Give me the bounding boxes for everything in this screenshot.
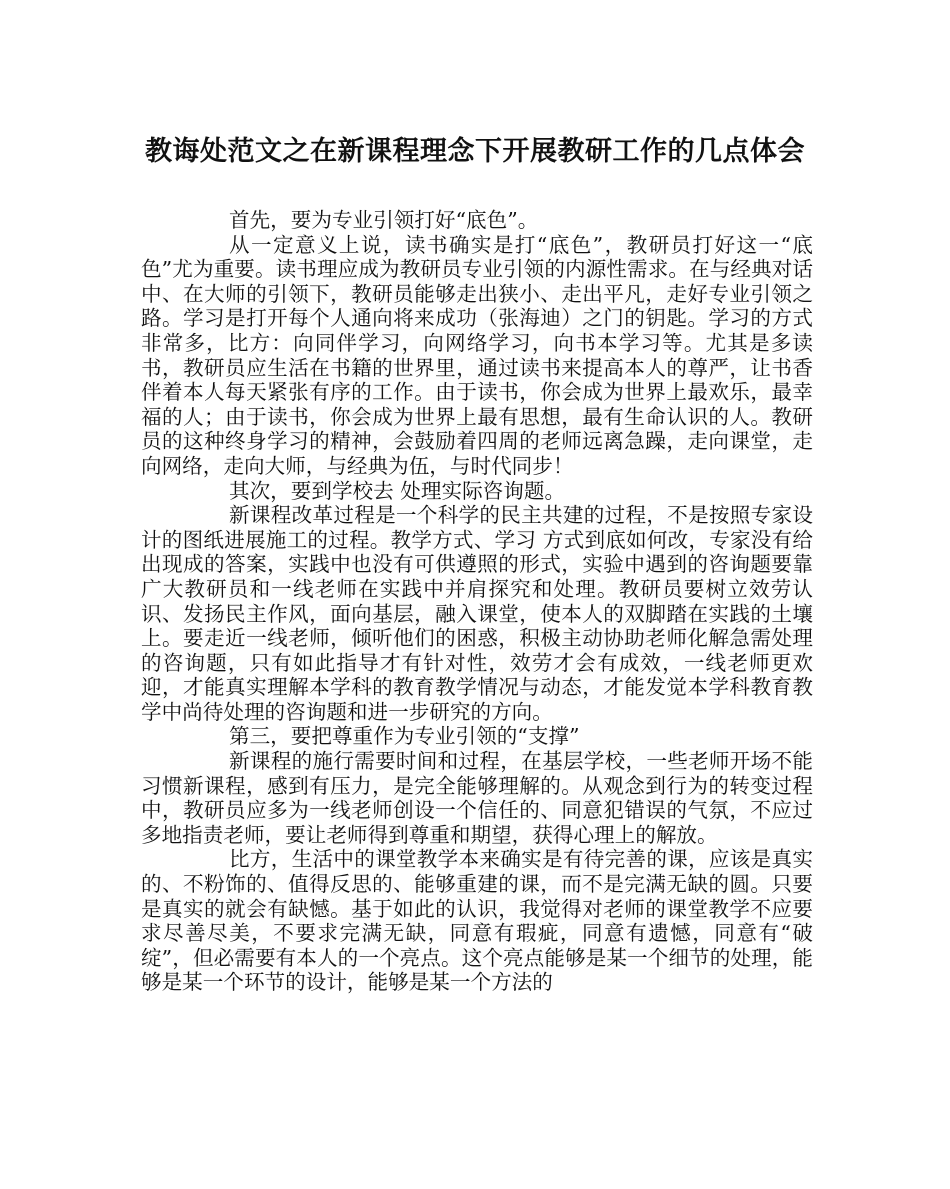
paragraph-5: 第三，要把尊重作为专业引领的“支撑” (229, 724, 580, 749)
paragraph-6: 新课程的施行需要时间和过程，在基层学校，一些老师开场不能习惯新课程，感到有压力，是完全能够理解的。从观念到行为的转变过程中，教研员应多为一线老师创设一个信任的、同意犯错误的气氛，不应过多地指责老师，要让老师得到尊重和期望，获得心理上的解放。 (141, 749, 813, 847)
paragraph-7: 比方，生活中的课堂教学本来确实是有待完善的课，应该是真实的、不粉饰的、值得反思的、能够重建的课，而不是完满无缺的圆。只要是真实的就会有缺憾。基于如此的认识，我觉得对老师的课堂教学不应要求尽善尽美，不要求完满无缺，同意有瑕疵，同意有遗憾，同意有“破绽”，但必需要有本人的一个亮点。这个亮点能够是某一个细节的处理，能够是某一个环节的设计，能够是某一个方法的 (141, 847, 813, 995)
paragraph-3: 其次，要到学校去 处理实际咨询题。 (229, 478, 566, 503)
paragraph-2: 从一定意义上说，读书确实是打“底色”，教研员打好这一“底色”尤为重要。读书理应成为教研员专业引领的内源性需求。在与经典对话中、在大师的引领下，教研员能够走出狭小、走出平凡，走好专业引领之路。学习是打开每个人通向将来成功（张海迪）之门的钥匙。学习的方式非常多，比方：向同伴学习，向网络学习，向书本学习等。尤其是多读书，教研员应生活在书籍的世界里，通过读书来提高本人的尊严，让书香伴着本人每天紧张有序的工作。由于读书，你会成为世界上最欢乐，最幸福的人；由于读书，你会成为世界上最有思想，最有生命认识的人。教研员的这种终身学习的精神，会鼓励着四周的老师远离急躁，走向课堂，走向网络，走向大师，与经典为伍，与时代同步！ (141, 232, 813, 478)
document-body (141, 208, 813, 995)
paragraph-1: 首先，要为专业引领打好“底色”。 (229, 208, 539, 232)
document-title: 教诲处范文之在新课程理念下开展教研工作的几点体会 (145, 136, 805, 167)
paragraph-4: 新课程改革过程是一个科学的民主共建的过程，不是按照专家设计的图纸进展施工的过程。教学方式、学习 方式到底如何改，专家没有给出现成的答案，实践中也没有可供遵照的形式，实验中遇到的咨询题要靠广大教研员和一线老师在实践中并肩探究和处理。教研员要树立效劳认识、发扬民主作风，面向基层，融入课堂，使本人的双脚踏在实践的土壤上。要走近一线老师，倾听他们的困惑，积极主动协助老师化解急需处理的咨询题，只有如此指导才有针对性，效劳才会有成效，一线老师更欢迎，才能真实理解本学科的教育教学情况与动态，才能发觉本学科教育教学中尚待处理的咨询题和进一步研究的方向。 (141, 503, 813, 724)
